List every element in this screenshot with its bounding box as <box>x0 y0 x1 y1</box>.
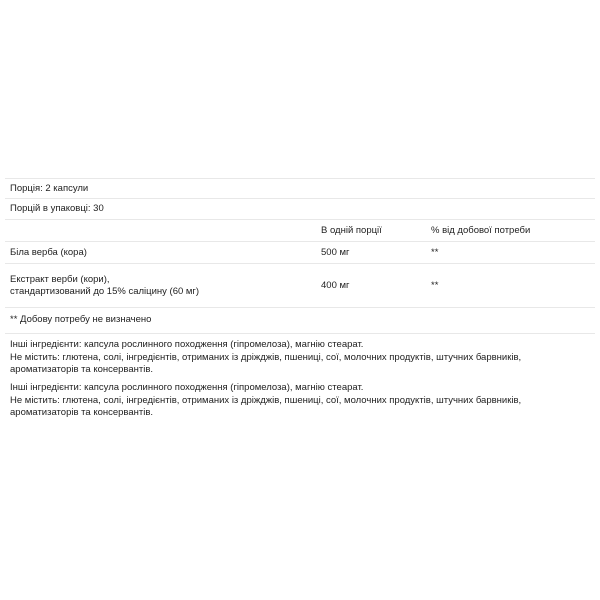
footnote-row <box>5 307 595 331</box>
amount-header: В одній порції <box>321 224 382 236</box>
ingredient-name-line: Біла верба (кора) <box>10 246 87 258</box>
ingredients-block <box>5 333 595 377</box>
ingredient-amount: 500 мг <box>321 246 350 258</box>
ingredient-amount: 400 мг <box>321 279 350 291</box>
footnote: ** Добову потребу не визначено <box>10 313 152 325</box>
table-row <box>5 241 595 263</box>
ingredients-text-line: ароматизаторів та консервантів. <box>10 407 154 418</box>
ingredients-text-line: Інші інгредієнти: капсула рослинного походження (гіпромелоза), магнію стеарат. <box>10 382 364 393</box>
servings-per-container: Порцій в упаковці: 30 <box>10 203 104 214</box>
supplement-facts-table <box>5 178 595 331</box>
ingredient-daily-value: ** <box>431 246 439 258</box>
table-header-row <box>5 219 595 241</box>
ingredient-name <box>10 274 199 298</box>
ingredients-text-line: ароматизаторів та консервантів. <box>10 364 154 375</box>
table-row <box>5 263 595 307</box>
ingredient-daily-value: ** <box>431 279 439 291</box>
ingredient-name-line: Екстракт верби (кори), <box>10 273 110 285</box>
servings-per-container-row <box>5 198 595 219</box>
serving-size: Порція: 2 капсули <box>10 182 89 194</box>
serving-size-row <box>5 178 595 198</box>
daily-value-header: % від добової потреби <box>431 224 531 236</box>
ingredients-text-line: Інші інгредієнти: капсула рослинного походження (гіпромелоза), магнію стеарат. <box>10 339 364 350</box>
ingredient-name-line: стандартизований до 15% саліцину (60 мг) <box>10 285 200 297</box>
ingredients-text-line: Не містить: глютена, солі, інгредієнтів, отриманих із дріжджів, пшениці, сої, молочних продуктів, штучних барвників, <box>10 394 522 406</box>
ingredient-name <box>10 247 87 259</box>
ingredients-block <box>5 378 595 420</box>
ingredients-text-line: Не містить: глютена, солі, інгредієнтів, отриманих із дріжджів, пшениці, сої, молочних продуктів, штучних барвників, <box>10 351 522 363</box>
